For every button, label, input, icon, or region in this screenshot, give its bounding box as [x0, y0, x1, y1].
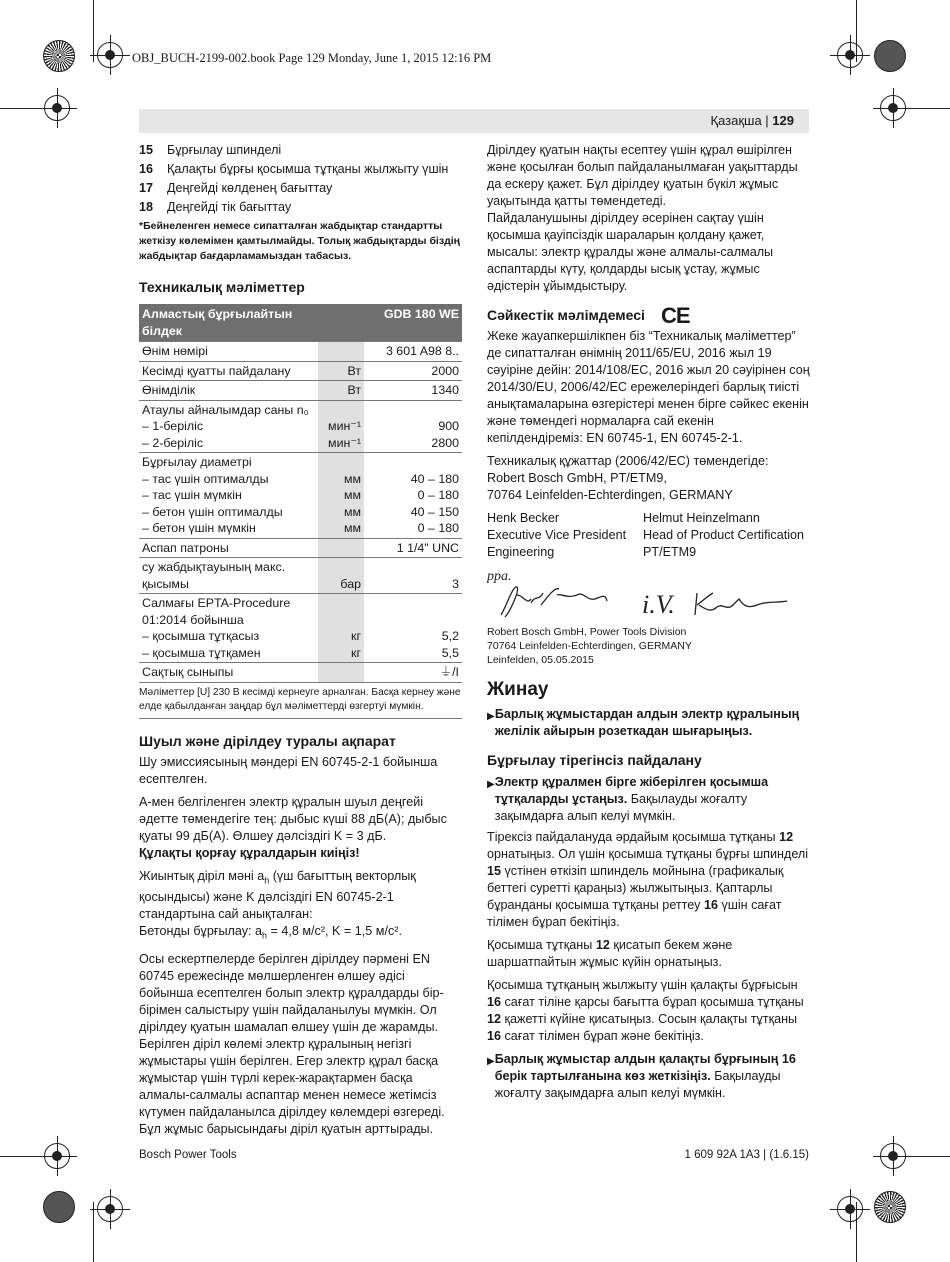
sig-iv: i.V. — [642, 590, 675, 619]
accessory-note: *Бейнеленген немесе сипатталған жабдықтар стандартты жеткізу көлемімен қамтылмайды. Толық жабдықтарды біздің жабдықтар бағдарламамыздан табасыз. — [139, 220, 460, 262]
signature-icon — [487, 569, 607, 617]
print-slug: OBJ_BUCH-2199-002.book Page 129 Monday, June 1, 2015 12:16 PM — [132, 51, 492, 65]
list-item: 17 Деңгейді көлденең бағыттау — [139, 181, 333, 195]
table-row: су жабдықтауының макс. қысымы бар 3 — [139, 558, 462, 594]
noise-p5: Берілген діріл көлемі электр құралының негізгі жұмыстары үшін берілген. Егер электр құрал басқа жұмыстар үшін түрлі керек-жарақтармен басқа алмалы-салмалы аспаптар менен немесе жетімсіз күтумен пайдаланылса дірілдеу көлемдері өзгереді. Бұл жұмыс барысындағы діріл қуатын арттырады. — [139, 1036, 445, 1136]
ce-mark-icon: CE — [660, 303, 690, 328]
table-row: Бұрғылау диаметрі – тас үшін оптималды – тас үшін мүмкін – бетон үшін оптималды – бетон үшін мүмкін мм мм мм мм 40 – 180 0 – 180 40 – 150 0 – 180 — [139, 453, 462, 539]
table-row: Сақтық сыныпы ⏚/I — [139, 663, 462, 683]
tech-note: Мәліметтер [U] 230 В кесімді кернеуге арналған. Басқа кернеу және елде қабылданған заңдар бұл мәліметтерді өзгертуі мүмкін. — [139, 686, 461, 712]
noise-concrete: Бетонды бұрғылау: $a_h = 4,8$ м/с², K = 1,5 м/с². — [139, 924, 402, 941]
signature-icon — [695, 593, 787, 615]
page-header: Қазақша | 129 — [710, 113, 794, 128]
aux-p2: Қосымша тұтқаны 12 қисатып бекем және шаршатпайтын жұмыс күйін орнатыңыз. — [487, 938, 733, 969]
arrow-icon: ▶ — [487, 1056, 495, 1067]
arrow-icon: ▶ — [487, 711, 495, 722]
assembly-warning: ▶ Барлық жұмыстардан алдын электр құралының желілік айырын розеткадан шығарыңыз. — [487, 707, 800, 738]
company-block: Robert Bosch GmbH, Power Tools Division 70764 Leinfelden-Echterdingen, GERMANY Leinfelden, 05.05.2015 — [487, 626, 692, 666]
table-row: Атаулы айналымдар саны n₀ – 1-беріліс – 2-беріліс мин⁻¹ мин⁻¹ 900 2800 — [139, 400, 462, 453]
tech-data-table — [139, 304, 462, 683]
registration-wheel-icon — [874, 1191, 906, 1223]
noise-p1: Шу эмиссиясының мәндері EN 60745-2-1 бойынша есептелген. — [139, 754, 438, 786]
table-header: Алмастық бұрғылайтын білдек GDB 180 WE — [139, 304, 462, 342]
noise-title: Шуыл және дірілдеу туралы ақпарат — [139, 732, 396, 749]
table-row: Өнімділік Вт 1340 — [139, 381, 462, 401]
noise-p4: Осы ескертпелерде берілген дірілдеу пәрмені EN 60745 ережесінде мөлшерленген өлшеу әдісі бойынша есептелген болып электр құралдарды бір-бірімен салыстыру үшін пайдаланылуы мүмкін. Ол дірілдеу қуатын шамалап өлшеу үшін де жарамды. — [139, 951, 444, 1034]
aux-p3: Қосымша тұтқаның жылжыту үшін қалақты бұрғысын 16 сағат тіліне қарсы бағытта бұрап қосымша тұтқаны 12 қажетті күйіне қисатыңыз. Сосын қалақты тұтқаны 16 сағат тілімен бұрап және бекітіңіз. — [487, 978, 804, 1043]
registration-disc-icon — [43, 1191, 75, 1223]
left-column — [139, 142, 462, 1144]
aux-warning-2: ▶ Барлық жұмыстар алдын қалақты бұрғының 16 берік тартылғанына көз жеткізіңіз. Бақылауды жоғалту зақымдарға алып келуі мүмкін. — [487, 1052, 796, 1100]
signers: Henk Becker Executive Vice President Engineering Helmut Heinzelmann Head of Product Certification PT/ETM9 — [487, 511, 805, 559]
protection-class-icon: ⏚/I — [364, 663, 462, 683]
noise-p2: А-мен белгіленген электр құралын шуыл деңгейі әдетте төмендегіге тең: дыбыс күші 88 дБ(А); дыбыс қуаты 99 дБ(А). Өлшеу дәлсіздігі K = 3 дБ. — [139, 794, 447, 843]
aux-handle-title: Бұрғылау тірегінсіз пайдалану — [487, 752, 702, 768]
vibration-p1: Дірілдеу қуатын нақты есептеу үшін құрал өшірілген және қосылған болып пайдаланылмаған уақыттарды да ескеру қажет. Бұл дірілдеу қуатын бүкіл жұмыс уақытында қатты төмендетеді. — [487, 143, 798, 208]
assembly-title: Жинау — [487, 679, 549, 700]
vibration-p2: Пайдаланушыны дірілдеу әсерінен сақтау үшін қосымша қауіпсіздік шараларын қолдану қажет, мысалы: электр құралды және алмалы-салмалы аспаптарды күту, қолдарды ысық ұстау, жұмыс әдістерін ұйымдыстыру. — [487, 211, 774, 293]
table-row: Өнім нөмірі 3 601 A98 8.. — [139, 342, 462, 362]
list-item: 16 Қалақты бұрғы қосымша тұтқаны жылжыту үшін — [139, 162, 449, 176]
noise-ear-protection: Құлақты қорғау құралдарын киіңіз! — [139, 845, 360, 860]
noise-p3: Жиынтық діріл мәні $a_h$ (үш бағыттың векторлық қосындысы) және K дәлсіздігі EN 60745-2-1 стандартына сай анықталған: — [139, 868, 416, 922]
table-row: Салмағы EPTA-Procedure 01:2014 бойынша – қосымша тұтқасыз – қосымша тұтқамен кг кг 5,2 5,5 — [139, 594, 462, 663]
aux-p1: Тірексіз пайдалануда әрдайым қосымша тұтқаны 12 орнатыңыз. Ол үшін қосымша тұтқаны бұрғы шпинделі 15 үстінен өткізіп шпиндель мойнына (графикалық беттегі суретті қараңыз) жылжытыңыз. Қаптарлы бұранданы қосымша тұтқаны реттеу 16 үшін сағат тілімен бұрап бекітіңіз. — [487, 830, 809, 929]
table-row: Кесімді қуатты пайдалану Вт 2000 — [139, 361, 462, 381]
components-list — [139, 142, 462, 216]
header-language: Қазақша — [710, 113, 762, 128]
arrow-icon: ▶ — [487, 779, 495, 790]
sig-ppa: ppa. — [487, 569, 512, 584]
right-column — [487, 142, 810, 1102]
registration-wheel-icon — [43, 40, 75, 72]
list-item: 15 Бұрғылау шпинделі — [139, 143, 282, 157]
table-row: Аспап патроны 1 1/4" UNC — [139, 538, 462, 558]
signatures — [487, 565, 807, 625]
tech-docs: Техникалық құжаттар (2006/42/EC) төмендегіде: Robert Bosch GmbH, PT/ETM9, 70764 Leinfelden-Echterdingen, GERMANY — [487, 454, 769, 502]
list-item: 18 Деңгейді тік бағыттау — [139, 200, 292, 214]
registration-disc-icon — [874, 40, 906, 72]
conformity-title: Сәйкестік мәлімдемесі — [487, 307, 645, 323]
footer-right: 1 609 92A 1A3 | (1.6.15) — [684, 1149, 809, 1161]
footer-left: Bosch Power Tools — [139, 1149, 237, 1161]
aux-warning: ▶ Электр құралмен бірге жіберілген қосымша тұтқаларды ұстаңыз. Бақылауды жоғалту зақымдарға алып келуі мүмкін. — [487, 775, 769, 823]
header-bar — [139, 109, 809, 133]
conformity-text: Жеке жауапкершілікпен біз “Техникалық мәліметтер” де сипатталған өнімнің 2011/65/EU, 2016 жыл 19 сәуіріне дейін: 2014/108/EC, 2016 жыл 20 сәуірінен соң 2014/30/EU, 2006/42/EC ережелеріндегі барлық тиісті анықтамаларына өзгерістері менен бірге сәйкес екенін және төмендегі нормаларға сай екенін кепілдендіреміз: EN 60745-1, EN 60745-2-1. — [487, 329, 810, 445]
tech-data-title: Техникалық мәліметтер — [139, 279, 305, 295]
page-number: 129 — [772, 113, 794, 128]
